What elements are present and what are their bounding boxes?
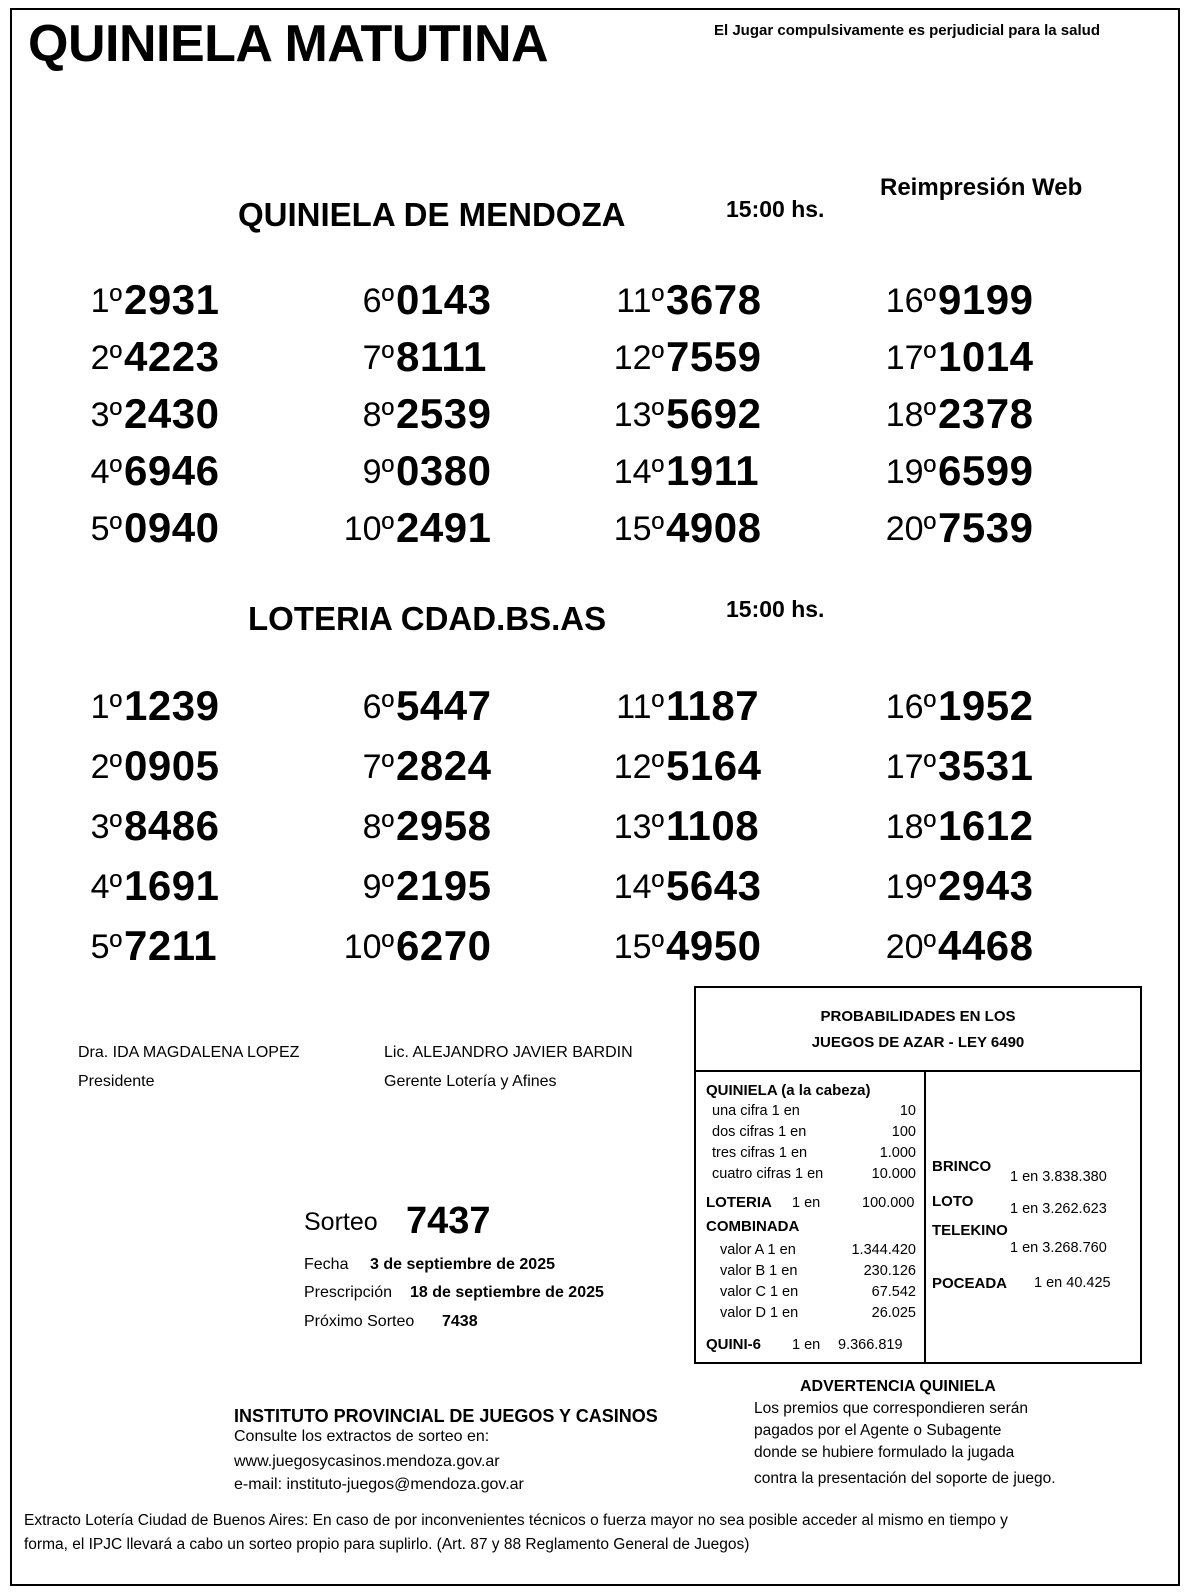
result-row: [554, 922, 814, 982]
result-position: 8º: [362, 808, 394, 846]
result-row: [284, 504, 544, 561]
next-draw-value: 7438: [442, 1313, 478, 1330]
result-number: 5692: [666, 390, 762, 437]
result-position: 9º: [362, 868, 394, 906]
result-number: 5164: [666, 742, 762, 789]
result-position: 6º: [362, 282, 394, 320]
probabilities-box: [694, 986, 1142, 1364]
quiniela-prob-row-label: dos cifras 1 en: [712, 1124, 807, 1140]
result-position: 12º: [613, 339, 664, 377]
section-time-loteria: 15:00 hs.: [726, 596, 825, 622]
combinada-prob-row-value: 26.025: [871, 1305, 916, 1321]
prescription-value: 18 de septiembre de 2025: [410, 1284, 604, 1301]
result-row: [284, 276, 544, 333]
loteria-prob-value: 100.000: [862, 1195, 915, 1211]
result-position: 3º: [90, 396, 122, 434]
result-number: 1014: [938, 333, 1034, 380]
result-number: 9199: [938, 276, 1034, 323]
result-number: 7211: [124, 922, 218, 969]
result-position: 14º: [613, 868, 664, 906]
quiniela-prob-row-label: cuatro cifras 1 en: [712, 1166, 824, 1182]
result-position: 18º: [885, 396, 936, 434]
result-position: 11º: [616, 688, 664, 726]
result-row: [284, 390, 544, 447]
result-number: 7539: [938, 504, 1034, 551]
advert-line: Los premios que correspondieren serán: [754, 1400, 1028, 1417]
result-number: 8486: [124, 802, 220, 849]
result-row: [12, 922, 272, 982]
signature-name-manager: Lic. ALEJANDRO JAVIER BARDIN: [384, 1044, 633, 1061]
result-position: 4º: [90, 868, 122, 906]
result-row: [284, 333, 544, 390]
brinco-prob-value: 1 en 3.838.380: [1010, 1169, 1107, 1185]
result-position: 8º: [362, 396, 394, 434]
result-row: [554, 742, 814, 802]
result-row: [12, 447, 272, 504]
results-column: [826, 276, 1086, 561]
draw-label: Sorteo: [304, 1208, 378, 1236]
result-row: [826, 802, 1086, 862]
quiniela-prob-title: QUINIELA (a la cabeza): [706, 1082, 871, 1099]
disclaimer-line: Extracto Lotería Ciudad de Buenos Aires: En caso de por inconvenientes técnicos o fuerza mayor no sea posible acceder al mismo en tiempo y: [24, 1512, 1008, 1529]
results-column: [554, 682, 814, 982]
result-number: 4468: [938, 922, 1034, 969]
results-column: [554, 276, 814, 561]
advert-line: pagados por el Agente o Subagente: [754, 1422, 1002, 1439]
result-number: 5643: [666, 862, 762, 909]
loteria-prob-label: LOTERIA: [706, 1194, 772, 1211]
results-column: [284, 682, 544, 982]
result-number: 6270: [396, 922, 492, 969]
draw-number: 7437: [406, 1200, 491, 1242]
result-row: [284, 922, 544, 982]
combinada-prob-row-label: valor B 1 en: [720, 1263, 798, 1279]
signature-role-manager: Gerente Lotería y Afines: [384, 1073, 557, 1090]
result-position: 11º: [616, 282, 664, 320]
combinada-prob-row-value: 1.344.420: [851, 1242, 916, 1258]
section-title-loteria: LOTERIA CDAD.BS.AS: [248, 600, 607, 637]
combinada-prob-row-label: valor A 1 en: [720, 1242, 796, 1258]
result-position: 17º: [885, 339, 936, 377]
quiniela-prob-row-value: 1.000: [879, 1145, 916, 1161]
result-number: 2430: [124, 390, 220, 437]
result-position: 20º: [885, 510, 936, 548]
result-row: [284, 682, 544, 742]
results-column: [12, 682, 272, 982]
result-number: 1911: [666, 447, 760, 494]
result-number: 7559: [666, 333, 762, 380]
result-row: [12, 390, 272, 447]
loto-prob-value: 1 en 3.262.623: [1010, 1201, 1107, 1217]
result-position: 4º: [90, 453, 122, 491]
result-row: [826, 742, 1086, 802]
result-row: [554, 682, 814, 742]
result-position: 15º: [613, 928, 664, 966]
result-number: 6599: [938, 447, 1034, 494]
poceada-prob-label: POCEADA: [932, 1275, 1008, 1292]
quiniela-prob-row-value: 10.000: [871, 1166, 916, 1182]
result-row: [826, 922, 1086, 982]
result-position: 19º: [885, 453, 936, 491]
result-number: 1108: [666, 802, 760, 849]
result-row: [826, 862, 1086, 922]
result-number: 4950: [666, 922, 762, 969]
poceada-prob-value: 1 en 40.425: [1034, 1275, 1111, 1291]
signature-name-president: Dra. IDA MAGDALENA LOPEZ: [78, 1044, 300, 1061]
result-position: 13º: [613, 396, 664, 434]
result-number: 2378: [938, 390, 1034, 437]
result-number: 8111: [396, 333, 487, 380]
result-number: 0940: [124, 504, 220, 551]
probabilities-left-panel: [696, 1072, 926, 1362]
result-row: [12, 276, 272, 333]
telekino-prob-label: TELEKINO: [932, 1222, 1008, 1239]
quiniela-prob-row-label: una cifra 1 en: [712, 1103, 800, 1119]
result-number: 4908: [666, 504, 762, 551]
probabilities-header-line1: PROBABILIDADES EN LOS: [820, 1008, 1016, 1025]
combinada-prob-row-value: 67.542: [871, 1284, 916, 1300]
results-column: [826, 682, 1086, 982]
result-position: 19º: [885, 868, 936, 906]
date-value: 3 de septiembre de 2025: [370, 1256, 555, 1273]
result-row: [826, 682, 1086, 742]
combinada-prob-row-label: valor C 1 en: [720, 1284, 799, 1300]
website-link[interactable]: www.juegosycasinos.mendoza.gov.ar: [234, 1453, 500, 1470]
result-position: 14º: [613, 453, 664, 491]
combinada-prob-title: COMBINADA: [706, 1218, 800, 1235]
result-number: 3531: [938, 742, 1034, 789]
quiniela-prob-row-label: tres cifras 1 en: [712, 1145, 808, 1161]
quiniela-prob-row-value: 100: [891, 1124, 916, 1140]
result-position: 18º: [885, 808, 936, 846]
disclaimer-line: forma, el IPJC llevará a cabo un sorteo propio para suplirlo. (Art. 87 y 88 Reglamento General de Juegos): [24, 1536, 750, 1553]
quiniela-prob-row-value: 10: [899, 1103, 916, 1119]
result-position: 1º: [90, 282, 122, 320]
result-number: 2491: [396, 504, 492, 551]
section-time-mendoza: 15:00 hs.: [726, 196, 825, 222]
result-row: [284, 862, 544, 922]
reprint-label: Reimpresión Web: [880, 174, 1083, 201]
result-position: 10º: [343, 928, 394, 966]
prescription-label: Prescripción: [304, 1284, 393, 1301]
signature-role-president: Presidente: [78, 1073, 155, 1090]
combinada-prob-row-value: 230.126: [863, 1263, 916, 1279]
result-number: 2195: [396, 862, 492, 909]
result-row: [284, 802, 544, 862]
result-row: [284, 447, 544, 504]
result-position: 17º: [885, 748, 936, 786]
result-number: 5447: [396, 682, 492, 729]
result-row: [826, 333, 1086, 390]
result-position: 7º: [362, 748, 394, 786]
result-number: 4223: [124, 333, 220, 380]
advert-title: ADVERTENCIA QUINIELA: [800, 1378, 996, 1395]
quini6-prob-label: QUINI-6: [706, 1336, 762, 1353]
result-position: 2º: [90, 748, 122, 786]
date-label: Fecha: [304, 1256, 349, 1273]
institute-name: INSTITUTO PROVINCIAL DE JUEGOS Y CASINOS: [234, 1406, 658, 1426]
quini6-prob-value: 9.366.819: [838, 1337, 903, 1353]
result-row: [12, 333, 272, 390]
result-row: [554, 504, 814, 561]
result-number: 0905: [124, 742, 220, 789]
result-position: 12º: [613, 748, 664, 786]
result-position: 20º: [885, 928, 936, 966]
result-row: [12, 802, 272, 862]
probabilities-header: [696, 988, 1140, 1072]
result-row: [554, 390, 814, 447]
result-position: 6º: [362, 688, 394, 726]
email-link[interactable]: e-mail: instituto-juegos@mendoza.gov.ar: [234, 1476, 524, 1493]
result-row: [554, 333, 814, 390]
result-row: [826, 390, 1086, 447]
result-number: 1187: [666, 682, 760, 729]
result-row: [554, 276, 814, 333]
result-row: [554, 802, 814, 862]
results-column: [284, 276, 544, 561]
result-number: 1691: [124, 862, 220, 909]
result-number: 0143: [396, 276, 492, 323]
result-row: [12, 504, 272, 561]
result-number: 2958: [396, 802, 492, 849]
result-number: 3678: [666, 276, 762, 323]
result-position: 2º: [90, 339, 122, 377]
result-row: [826, 276, 1086, 333]
result-number: 6946: [124, 447, 220, 494]
result-position: 5º: [90, 928, 122, 966]
result-position: 15º: [613, 510, 664, 548]
result-number: 2539: [396, 390, 492, 437]
main-title: QUINIELA MATUTINA: [28, 15, 549, 73]
result-position: 10º: [343, 510, 394, 548]
result-position: 7º: [362, 339, 394, 377]
result-position: 16º: [885, 688, 936, 726]
result-number: 2824: [396, 742, 492, 789]
brinco-prob-label: BRINCO: [932, 1158, 992, 1175]
results-column: [12, 276, 272, 561]
result-row: [554, 862, 814, 922]
result-row: [12, 862, 272, 922]
result-number: 1612: [938, 802, 1034, 849]
quini6-prob-text: 1 en: [792, 1337, 821, 1353]
advert-line: donde se hubiere formulado la jugada: [754, 1444, 1015, 1461]
result-row: [826, 504, 1086, 561]
result-number: 1952: [938, 682, 1034, 729]
result-row: [284, 742, 544, 802]
result-position: 3º: [90, 808, 122, 846]
result-row: [554, 447, 814, 504]
result-row: [12, 682, 272, 742]
next-draw-label: Próximo Sorteo: [304, 1313, 415, 1330]
result-position: 16º: [885, 282, 936, 320]
result-number: 1239: [124, 682, 220, 729]
health-warning: El Jugar compulsivamente es perjudicial para la salud: [714, 22, 1100, 39]
probabilities-header-line2: JUEGOS DE AZAR - LEY 6490: [811, 1034, 1025, 1051]
consult-text: Consulte los extractos de sorteo en:: [234, 1428, 490, 1445]
result-position: 5º: [90, 510, 122, 548]
results-sheet: [10, 8, 1180, 1586]
section-title-mendoza: QUINIELA DE MENDOZA: [238, 196, 626, 233]
telekino-prob-value: 1 en 3.268.760: [1010, 1240, 1107, 1256]
result-position: 9º: [362, 453, 394, 491]
result-number: 2931: [124, 276, 220, 323]
result-position: 13º: [613, 808, 664, 846]
result-row: [12, 742, 272, 802]
result-position: 1º: [90, 688, 122, 726]
combinada-prob-row-label: valor D 1 en: [720, 1305, 799, 1321]
result-row: [826, 447, 1086, 504]
result-number: 2943: [938, 862, 1034, 909]
loteria-prob-text: 1 en: [792, 1195, 821, 1211]
result-number: 0380: [396, 447, 492, 494]
advert-line: contra la presentación del soporte de juego.: [754, 1470, 1056, 1487]
loto-prob-label: LOTO: [932, 1193, 974, 1210]
